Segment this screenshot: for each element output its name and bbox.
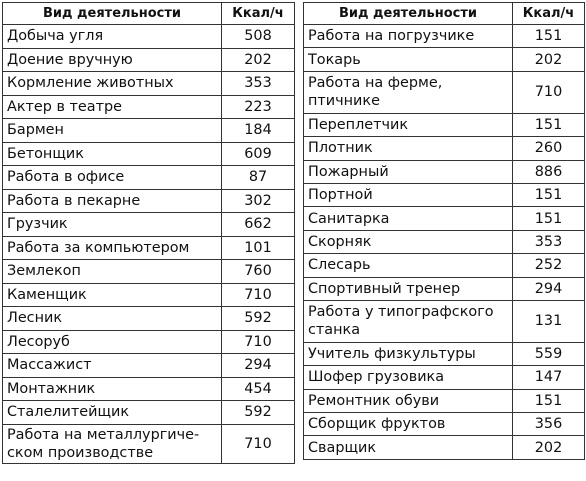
activity-cell: Лесоруб: [3, 330, 222, 354]
kcal-cell: 508: [222, 25, 295, 49]
activity-cell: Работа за компьютером: [3, 236, 222, 260]
activity-cell: Скорняк: [304, 230, 513, 253]
kcal-cell: 454: [222, 377, 295, 401]
activity-cell: Кормление животных: [3, 72, 222, 96]
activity-cell: Добыча угля: [3, 25, 222, 49]
kcal-cell: 87: [222, 166, 295, 190]
activity-cell: Бармен: [3, 119, 222, 143]
table-row: [304, 25, 585, 48]
activity-line-2: ском производстве: [7, 444, 154, 461]
kcal-cell: 294: [513, 277, 585, 300]
activity-cell: [304, 300, 513, 342]
header-kcal: Ккал/ч: [513, 3, 585, 25]
activity-cell: Доение вручную: [3, 48, 222, 72]
table-row: [3, 142, 295, 166]
activity-cell: Монтажник: [3, 377, 222, 401]
kcal-cell: 151: [513, 207, 585, 230]
table-row: [3, 25, 295, 49]
activity-cell: Каменщик: [3, 283, 222, 307]
table-row: [3, 354, 295, 378]
kcal-cell: 294: [222, 354, 295, 378]
kcal-cell: 260: [513, 137, 585, 160]
table-row: [3, 95, 295, 119]
activity-cell: Портной: [304, 183, 513, 206]
table-body-left: [3, 25, 295, 464]
activity-cell: Ремонтник обуви: [304, 389, 513, 412]
header-activity: Вид деятельности: [304, 3, 513, 25]
kcal-cell: 592: [222, 307, 295, 331]
table-row: [3, 330, 295, 354]
table-row: [304, 254, 585, 277]
kcal-cell: 151: [513, 183, 585, 206]
activity-cell: Токарь: [304, 48, 513, 71]
kcal-cell: 710: [222, 330, 295, 354]
kcal-cell: 302: [222, 189, 295, 213]
activity-line-2: станка: [308, 322, 361, 339]
table-row: [3, 189, 295, 213]
calorie-table-right: [303, 2, 585, 460]
kcal-cell: 151: [513, 25, 585, 48]
activity-cell: Лесник: [3, 307, 222, 331]
table-body-right: [304, 25, 585, 460]
kcal-cell: 223: [222, 95, 295, 119]
table-row: [3, 377, 295, 401]
activity-cell: Грузчик: [3, 213, 222, 237]
activity-cell: Учитель физкультуры: [304, 342, 513, 365]
activity-cell: Сборщик фруктов: [304, 413, 513, 436]
header-row: [3, 3, 295, 25]
activity-cell: Спортивный тренер: [304, 277, 513, 300]
table-row: [3, 236, 295, 260]
kcal-cell: 559: [513, 342, 585, 365]
activity-cell: Сталелитейщик: [3, 401, 222, 425]
activity-cell: Работа в офисе: [3, 166, 222, 190]
table-row: [3, 72, 295, 96]
kcal-cell: 202: [513, 436, 585, 459]
activity-cell: Сварщик: [304, 436, 513, 459]
kcal-cell: 151: [513, 113, 585, 136]
table-row: [304, 277, 585, 300]
kcal-cell: 710: [222, 424, 295, 463]
activity-cell: Слесарь: [304, 254, 513, 277]
kcal-cell: 592: [222, 401, 295, 425]
activity-cell: Бетонщик: [3, 142, 222, 166]
kcal-cell: 101: [222, 236, 295, 260]
kcal-cell: 353: [513, 230, 585, 253]
table-row: [304, 413, 585, 436]
table-row: [304, 113, 585, 136]
kcal-cell: 151: [513, 389, 585, 412]
table-row: [304, 183, 585, 206]
table-row: [304, 71, 585, 113]
kcal-cell: 184: [222, 119, 295, 143]
table-row: [3, 48, 295, 72]
activity-cell: Переплетчик: [304, 113, 513, 136]
activity-cell: [304, 71, 513, 113]
activity-cell: Массажист: [3, 354, 222, 378]
table-row: [3, 119, 295, 143]
table-row: [304, 48, 585, 71]
kcal-cell: 202: [222, 48, 295, 72]
activity-line-2: птичнике: [308, 93, 380, 110]
activity-cell: Работа на погрузчике: [304, 25, 513, 48]
kcal-cell: 353: [222, 72, 295, 96]
header-activity: Вид деятельности: [3, 3, 222, 25]
activity-cell: [3, 424, 222, 463]
table-row: [3, 283, 295, 307]
table-row: [304, 389, 585, 412]
activity-line-1: Работа на металлургиче-: [7, 426, 200, 443]
table-row: [3, 401, 295, 425]
kcal-cell: 662: [222, 213, 295, 237]
activity-cell: Землекоп: [3, 260, 222, 284]
activity-line-1: Работа на ферме,: [308, 75, 443, 92]
header-row: [304, 3, 585, 25]
kcal-cell: 202: [513, 48, 585, 71]
table-row: [304, 137, 585, 160]
activity-cell: Шофер грузовика: [304, 366, 513, 389]
kcal-cell: 131: [513, 300, 585, 342]
kcal-cell: 760: [222, 260, 295, 284]
table-row: [304, 436, 585, 459]
calorie-table-left: [2, 2, 295, 464]
activity-cell: Работа в пекарне: [3, 189, 222, 213]
table-row: [3, 213, 295, 237]
table-row: [304, 366, 585, 389]
activity-cell: Санитарка: [304, 207, 513, 230]
activity-line-1: Работа у типографского: [308, 304, 494, 321]
kcal-cell: 886: [513, 160, 585, 183]
kcal-cell: 252: [513, 254, 585, 277]
table-row: [304, 300, 585, 342]
table-row: [3, 424, 295, 463]
kcal-cell: 710: [513, 71, 585, 113]
kcal-cell: 609: [222, 142, 295, 166]
kcal-cell: 356: [513, 413, 585, 436]
kcal-cell: 147: [513, 366, 585, 389]
table-row: [3, 307, 295, 331]
kcal-cell: 710: [222, 283, 295, 307]
table-row: [3, 166, 295, 190]
activity-cell: Пожарный: [304, 160, 513, 183]
table-row: [304, 230, 585, 253]
activity-cell: Плотник: [304, 137, 513, 160]
table-row: [304, 160, 585, 183]
table-row: [3, 260, 295, 284]
table-row: [304, 207, 585, 230]
activity-cell: Актер в театре: [3, 95, 222, 119]
header-kcal: Ккал/ч: [222, 3, 295, 25]
table-row: [304, 342, 585, 365]
